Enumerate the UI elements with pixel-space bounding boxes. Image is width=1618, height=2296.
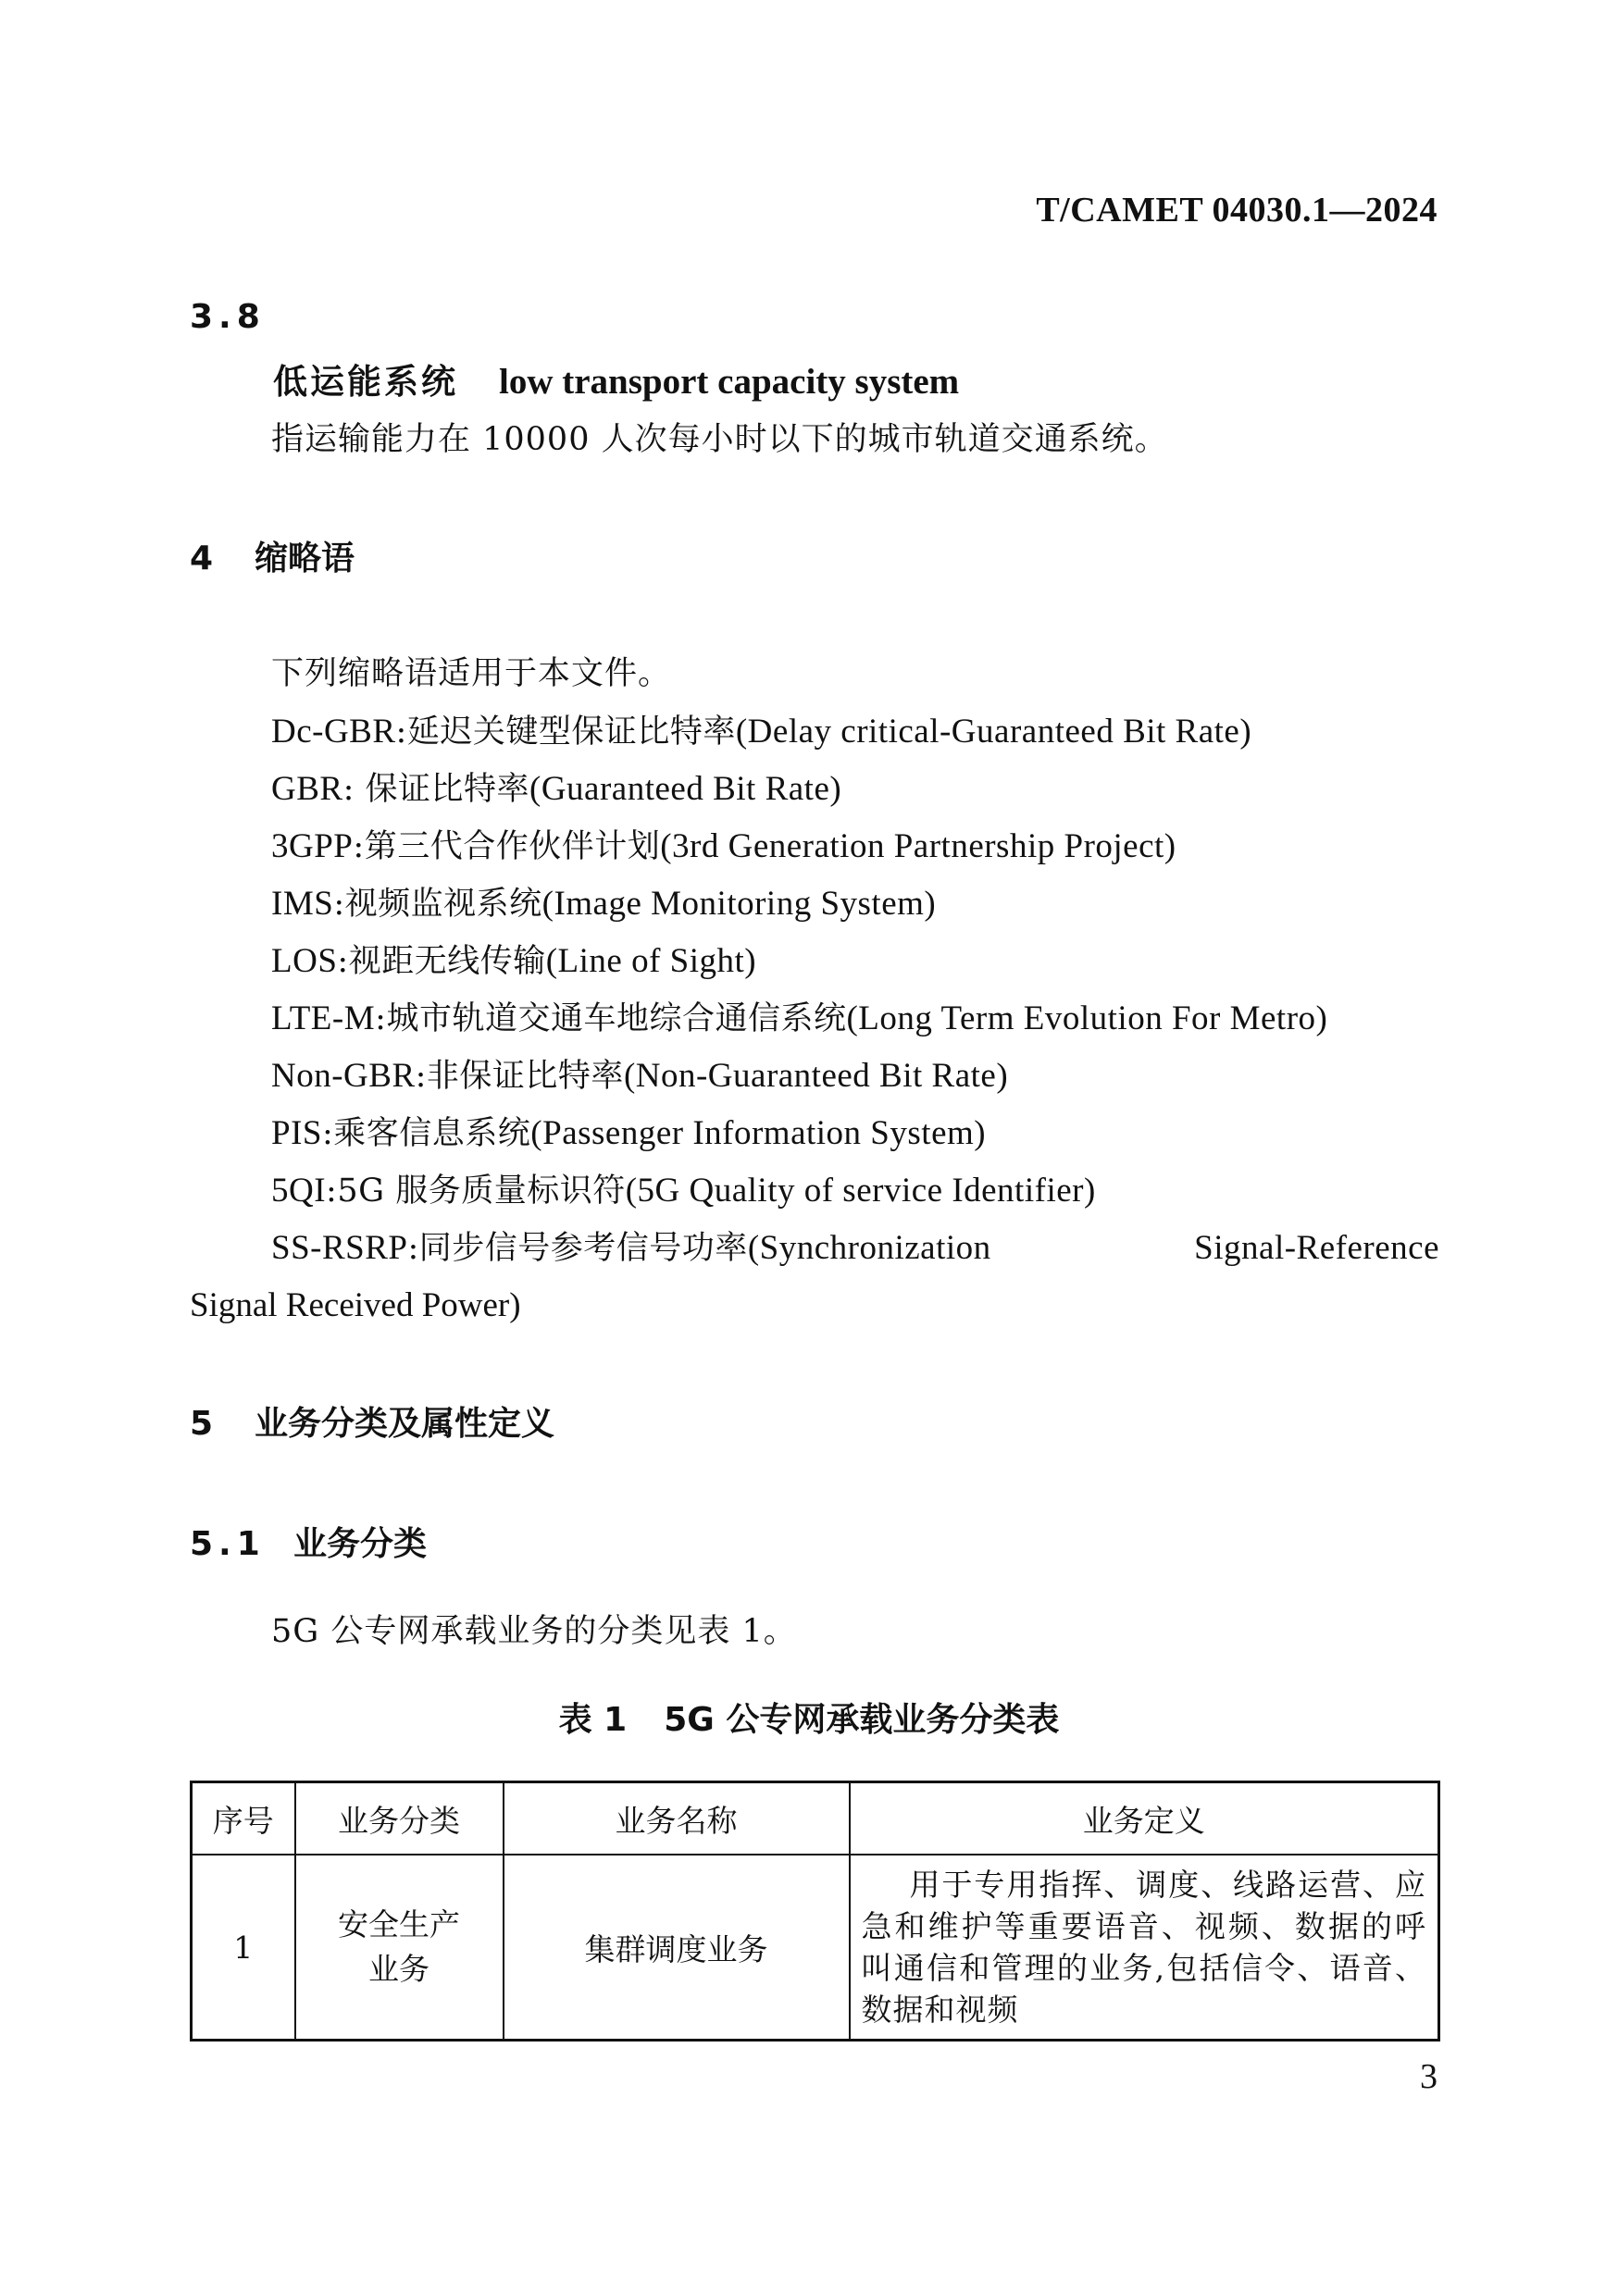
section-5-heading [190, 1397, 554, 1445]
abbreviation-item: Non-GBR:非保证比特率(Non-Guaranteed Bit Rate) [271, 1057, 1009, 1095]
document-code: T/CAMET 04030.1—2024 [1036, 191, 1438, 230]
abbreviation-item: 5QI:5G 服务质量标识符(5G Quality of service Identifier) [271, 1172, 1096, 1210]
section-4-number: 4 [190, 540, 214, 577]
abbreviation-item: SS-RSRP:同步信号参考信号功率(Synchronization Signal-Reference [271, 1229, 1439, 1267]
table-reference-text: 5G 公专网承载业务的分类见表 1。 [271, 1613, 797, 1650]
business-classification-table [190, 1781, 1440, 2042]
abbreviation-item: 3GPP:第三代合作伙伴计划(3rd Generation Partnership Project) [271, 827, 1176, 865]
table-caption: 5G 公专网承载业务分类表 [664, 1701, 1060, 1739]
term-name-zh: 低运能系统 [273, 362, 458, 402]
abbreviation-item: PIS:乘客信息系统(Passenger Information System) [271, 1114, 987, 1152]
section-5-title: 业务分类及属性定义 [255, 1405, 555, 1443]
header-definition: 业务定义 [850, 1782, 1439, 1855]
section-5-1-heading [190, 1518, 427, 1565]
section-5-1-title: 业务分类 [293, 1525, 428, 1563]
section-5-1-number: 5.1 [190, 1525, 266, 1563]
table-title [0, 1694, 1618, 1741]
table-row [192, 1855, 1439, 2041]
abbreviation-item: Dc-GBR:延迟关键型保证比特率(Delay critical-Guaranteed Bit Rate) [271, 713, 1252, 751]
abbreviation-item: LTE-M:城市轨道交通车地综合通信系统(Long Term Evolution For Metro) [271, 999, 1328, 1037]
table-number: 表 1 [558, 1701, 628, 1739]
cell-service-name: 集群调度业务 [504, 1855, 850, 2041]
table-header-row [192, 1782, 1439, 1855]
abbreviation-item: LOS:视距无线传输(Line of Sight) [271, 942, 757, 980]
abbreviations-intro: 下列缩略语适用于本文件。 [271, 655, 672, 692]
section-5-number: 5 [190, 1405, 214, 1443]
cell-category: 安全生产业务 [295, 1855, 504, 2041]
cell-serial-no: 1 [192, 1855, 295, 2041]
header-category: 业务分类 [295, 1782, 504, 1855]
abbreviation-item: IMS:视频监视系统(Image Monitoring System) [271, 885, 937, 923]
term-number: 3.8 [190, 298, 266, 336]
abbreviation-item: GBR: 保证比特率(Guaranteed Bit Rate) [271, 770, 842, 808]
cell-definition: 用于专用指挥、调度、线路运营、应急和维护等重要语音、视频、数据的呼叫通信和管理的业务,包括信令、语音、数据和视频 [850, 1855, 1439, 2041]
term-name-en: low transport capacity system [499, 362, 960, 402]
header-service-name: 业务名称 [504, 1782, 850, 1855]
section-4-title: 缩略语 [255, 540, 355, 577]
header-serial-no: 序号 [192, 1782, 295, 1855]
term-definition: 指运输能力在 10000 人次每小时以下的城市轨道交通系统。 [271, 421, 1168, 458]
abbreviation-list [271, 703, 1439, 1277]
term-title [273, 354, 959, 403]
abbreviation-item-continuation: Signal Received Power) [190, 1286, 521, 1324]
section-4-heading [190, 532, 355, 579]
page-number: 3 [1420, 2057, 1438, 2096]
